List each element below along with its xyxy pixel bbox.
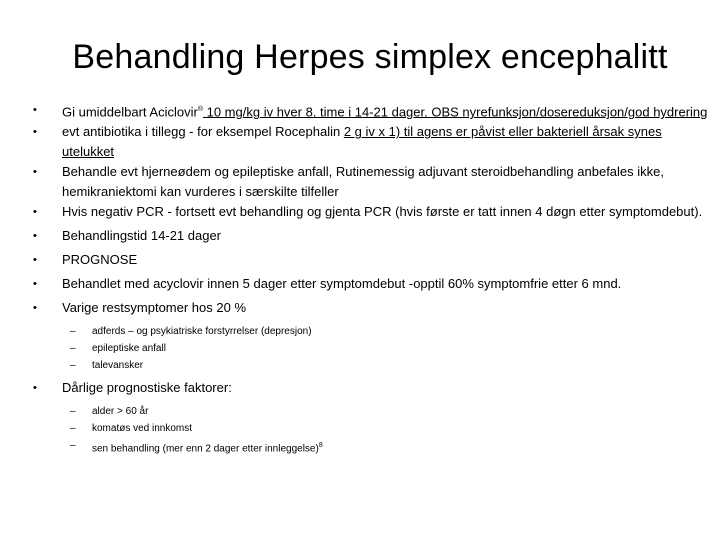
bullet-list <box>30 100 710 458</box>
dash-icon: – <box>70 326 76 338</box>
dash-icon: – <box>70 440 76 452</box>
bullet-icon: • <box>33 230 37 243</box>
bullet-icon: • <box>33 302 37 315</box>
bullet-icon: • <box>33 206 37 219</box>
bullet-icon: • <box>33 382 37 395</box>
bullet-antibiotika <box>30 122 710 162</box>
bullet-text: Gi umiddelbart Aciclovir <box>62 104 198 120</box>
dash-icon: – <box>70 343 76 355</box>
subitem-text: sen behandling (mer enn 2 dager etter innleggelse) <box>92 443 319 455</box>
bullet-pcr <box>30 202 710 222</box>
bullet-text: Hvis negativ PCR - fortsett evt behandling og gjenta PCR (hvis første er tatt innen 4 døgn etter symptomdebut). <box>62 204 703 220</box>
subitem-adferd <box>30 323 710 340</box>
bullet-icon: • <box>33 104 37 116</box>
dosage-link[interactable]: 10 mg/kg iv hver 8. time i 14-21 dager. OBS nyrefunksjon/dosereduksjon/god hydrering <box>203 104 708 120</box>
registered-mark: ® <box>197 106 203 113</box>
bullet-prognostiske-faktorer <box>30 378 710 398</box>
bullet-icon: • <box>33 126 37 139</box>
bullet-hjerneodem <box>30 162 710 202</box>
bullet-icon: • <box>33 254 37 267</box>
subitem-tale <box>30 357 710 374</box>
bullet-acyclovir-result <box>30 274 710 294</box>
dash-icon: – <box>70 406 76 418</box>
bullet-restsymptomer <box>30 298 710 318</box>
subitem-sen-behandling <box>30 437 710 457</box>
subitem-text: talevansker <box>92 360 144 372</box>
subitem-text: epileptiske anfall <box>92 343 166 355</box>
bullet-prognose <box>30 250 710 270</box>
bullet-text: Dårlige prognostiske faktorer: <box>62 380 232 396</box>
bullet-behandlingstid <box>30 226 710 246</box>
footnote-mark: 8 <box>318 442 323 450</box>
bullet-icon: • <box>33 166 37 179</box>
bullet-text: Behandle evt hjerneødem og epileptiske anfall, Rutinemessig adjuvant steroidbehandling anbefales ikke, hemikraniektomi kan vurderes i særskilte tilfeller <box>62 164 664 200</box>
bullet-text: Behandlet med acyclovir innen 5 dager etter symptomdebut -opptil 60% symptomfrie etter 6 mnd. <box>62 276 622 292</box>
bullet-aciclovir <box>30 100 710 122</box>
agens-link[interactable]: 2 g iv x 1) til agens er påvist eller bakteriell årsak synes utelukket <box>62 124 662 160</box>
bullet-text: Behandlingstid 14-21 dager <box>62 228 222 244</box>
dash-icon: – <box>70 360 76 372</box>
bullet-text: PROGNOSE <box>62 252 138 268</box>
subitem-text: komatøs ved innkomst <box>92 423 193 435</box>
slide-title: Behandling Herpes simplex encephalitt <box>72 38 668 76</box>
subitem-epilepsi <box>30 340 710 357</box>
subitem-text: alder > 60 år <box>92 406 149 418</box>
bullet-text: evt antibiotika i tillegg - for eksempel Rocephalin <box>62 124 344 140</box>
bullet-icon: • <box>33 278 37 291</box>
subitem-komatos <box>30 420 710 437</box>
dash-icon: – <box>70 423 76 435</box>
subitem-alder <box>30 403 710 420</box>
bullet-text: Varige restsymptomer hos 20 % <box>62 300 246 316</box>
subitem-text: adferds – og psykiatriske forstyrrelser (depresjon) <box>92 326 312 338</box>
